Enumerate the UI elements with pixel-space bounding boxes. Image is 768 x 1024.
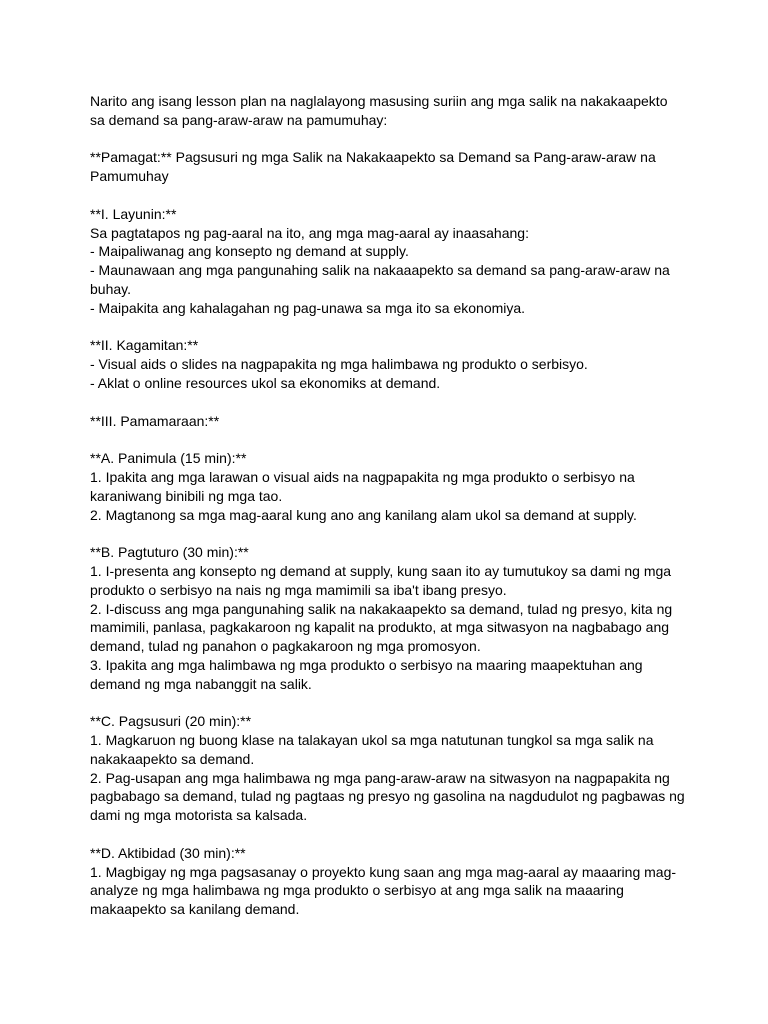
text-line: Pamumuhay bbox=[90, 168, 169, 185]
subsection-heading: **C. Pagsusuri (20 min):** bbox=[90, 713, 252, 730]
subsection-pagsusuri bbox=[90, 712, 708, 825]
section-heading: **III. Pamamaraan:** bbox=[90, 412, 220, 429]
section-kagamitan bbox=[90, 336, 708, 392]
list-item: 3. Ipakita ang mga halimbawa ng mga produkto o serbisyo na maaring maapektuhan ang bbox=[90, 656, 643, 673]
list-item: - Maipaliwanag ang konsepto ng demand at supply. bbox=[90, 243, 409, 260]
text-line: makaapekto sa kanilang demand. bbox=[90, 901, 300, 918]
subsection-heading: **B. Pagtuturo (30 min):** bbox=[90, 544, 249, 561]
text-line: Narito ang isang lesson plan na naglalayong masusing suriin ang mga salik na nakakaapekto bbox=[90, 93, 668, 109]
subsection-panimula bbox=[90, 449, 708, 524]
text-line: dami ng mga motorista sa kalsada. bbox=[90, 807, 308, 824]
list-item: 2. Pag-usapan ang mga halimbawa ng mga pang-araw-araw na sitwasyon na nagpapakita ng bbox=[90, 769, 670, 786]
section-heading: **I. Layunin:** bbox=[90, 205, 177, 222]
list-item: - Maipakita ang kahalagahan ng pag-unawa sa mga ito sa ekonomiya. bbox=[90, 299, 526, 316]
text-line: demand ng mga nabanggit na salik. bbox=[90, 675, 312, 692]
intro-paragraph bbox=[90, 92, 708, 130]
list-item: - Visual aids o slides na nagpapakita ng mga halimbawa ng produkto o serbisyo. bbox=[90, 356, 588, 373]
text-line: sa demand sa pang-araw-araw na pamumuhay: bbox=[90, 111, 388, 128]
list-item: 2. I-discuss ang mga pangunahing salik na nakakaapekto sa demand, tulad ng presyo, kita ng bbox=[90, 600, 673, 617]
section-pamamaraan bbox=[90, 412, 708, 431]
text-line: mamimili, panlasa, pagkakaroon ng kapalit na produkto, at mga sitwasyon na nagbabago ang bbox=[90, 619, 670, 636]
text-line: karaniwang binibili ng mga tao. bbox=[90, 487, 283, 504]
subsection-heading: **D. Aktibidad (30 min):** bbox=[90, 844, 246, 861]
text-line: analyze ng mga halimbawa ng mga produkto o serbisyo at ang mga salik na maaaring bbox=[90, 882, 624, 899]
list-item: 1. Magbigay ng mga pagsasanay o proyekto kung saan ang mga mag-aaral ay maaaring mag- bbox=[90, 863, 677, 880]
title-paragraph bbox=[90, 148, 708, 186]
list-item: 1. Ipakita ang mga larawan o visual aids na nagpapakita ng mga produkto o serbisyo na bbox=[90, 468, 635, 485]
subsection-pagtuturo bbox=[90, 543, 708, 693]
list-item: - Maunawaan ang mga pangunahing salik na nakaaapekto sa demand sa pang-araw-araw na bbox=[90, 262, 670, 279]
text-line: buhay. bbox=[90, 280, 131, 297]
list-item: 1. I-presenta ang konsepto ng demand at supply, kung saan ito ay tumutukoy sa dami ng mga bbox=[90, 562, 672, 579]
text-line: demand, tulad ng panahon o pagkakaroon ng mga promosyon. bbox=[90, 638, 481, 655]
text-line: produkto o serbisyo na nais ng mga mamimili sa iba't ibang presyo. bbox=[90, 581, 507, 598]
section-heading: **II. Kagamitan:** bbox=[90, 337, 199, 354]
list-item: 1. Magkaruon ng buong klase na talakayan ukol sa mga natutunan tungkol sa mga salik na bbox=[90, 732, 654, 749]
subsection-heading: **A. Panimula (15 min):** bbox=[90, 450, 247, 467]
text-line: Sa pagtatapos ng pag-aaral na ito, ang mga mag-aaral ay inaasahang: bbox=[90, 224, 529, 241]
text-line: **Pamagat:** Pagsusuri ng mga Salik na Nakakaapekto sa Demand sa Pang-araw-araw na bbox=[90, 149, 656, 166]
section-layunin bbox=[90, 205, 708, 318]
text-line: nakakaapekto sa demand. bbox=[90, 750, 255, 767]
list-item: 2. Magtanong sa mga mag-aaral kung ano ang kanilang alam ukol sa demand at supply. bbox=[90, 506, 637, 523]
subsection-aktibidad bbox=[90, 844, 708, 919]
list-item: - Aklat o online resources ukol sa ekonomiks at demand. bbox=[90, 374, 441, 391]
text-line: pagbabago sa demand, tulad ng pagtaas ng presyo ng gasolina na nagdudulot ng pagbawas ng bbox=[90, 788, 685, 805]
